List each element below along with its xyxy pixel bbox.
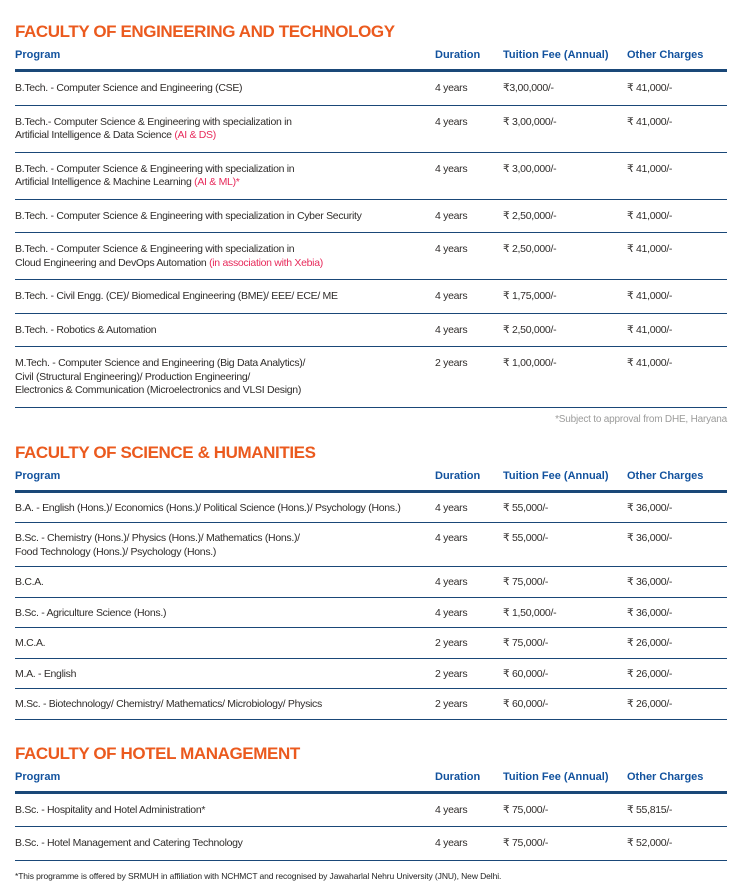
other-charges-cell: ₹ 36,000/- xyxy=(627,576,673,588)
program-cell xyxy=(15,357,435,398)
program-cell xyxy=(15,532,435,559)
tuition-fee-cell: ₹3,00,000/- xyxy=(503,82,554,94)
program-text: Food Technology (Hons.)/ Psychology (Hons.) xyxy=(15,545,217,558)
table-header xyxy=(15,49,727,72)
other-charges-cell: ₹ 26,000/- xyxy=(627,637,673,649)
table-row xyxy=(15,598,727,629)
section-title: FACULTY OF ENGINEERING AND TECHNOLOGY xyxy=(15,22,395,41)
column-header: Program xyxy=(15,469,61,482)
program-cell xyxy=(15,804,435,818)
duration-cell: 4 years xyxy=(435,323,468,336)
table-row xyxy=(15,689,727,720)
column-header: Tuition Fee (Annual) xyxy=(503,770,609,783)
program-cell xyxy=(15,502,435,516)
table-row xyxy=(15,314,727,348)
column-header: Duration xyxy=(435,770,481,783)
program-line xyxy=(15,804,435,818)
program-text: M.A. - English xyxy=(15,667,77,680)
program-text: B.Sc. - Chemistry (Hons.)/ Physics (Hons.)/ Mathematics (Hons.)/ xyxy=(15,532,300,544)
table-row xyxy=(15,347,727,408)
program-cell xyxy=(15,243,435,270)
tuition-fee-cell: ₹ 2,50,000/- xyxy=(503,209,557,222)
table-row xyxy=(15,200,727,234)
other-charges-cell: ₹ 41,000/- xyxy=(627,243,673,255)
table-row xyxy=(15,72,727,106)
fee-table xyxy=(15,771,727,861)
duration-cell: 2 years xyxy=(435,698,468,710)
other-charges-cell: ₹ 41,000/- xyxy=(627,115,673,128)
column-header: Tuition Fee (Annual) xyxy=(503,49,609,61)
program-text: B.Tech. - Robotics & Automation xyxy=(15,323,157,336)
program-line xyxy=(15,384,435,398)
program-cell xyxy=(15,210,435,224)
table-header xyxy=(15,771,727,794)
table-row xyxy=(15,659,727,690)
tuition-fee-cell: ₹ 75,000/- xyxy=(503,837,549,849)
program-line xyxy=(15,163,435,177)
other-charges-cell: ₹ 52,000/- xyxy=(627,837,673,849)
other-charges-cell: ₹ 26,000/- xyxy=(627,667,673,680)
table-row xyxy=(15,106,727,153)
column-header: Duration xyxy=(435,469,481,482)
table-body xyxy=(15,794,727,861)
program-text: B.Sc. - Hospitality and Hotel Administration* xyxy=(15,803,206,816)
section-title: FACULTY OF SCIENCE & HUMANITIES xyxy=(15,442,316,462)
program-line xyxy=(15,129,435,143)
table-row xyxy=(15,523,727,567)
tuition-fee-cell: ₹ 1,50,000/- xyxy=(503,606,557,619)
duration-cell: 4 years xyxy=(435,162,468,175)
duration-cell: 4 years xyxy=(435,115,468,128)
tuition-fee-cell: ₹ 1,75,000/- xyxy=(503,290,557,302)
other-charges-cell: ₹ 36,000/- xyxy=(627,606,673,619)
program-cell xyxy=(15,163,435,190)
duration-cell: 4 years xyxy=(435,501,468,514)
duration-cell: 2 years xyxy=(435,667,468,680)
column-header: Duration xyxy=(435,49,481,61)
faculty-section xyxy=(15,443,727,720)
tuition-fee-cell: ₹ 60,000/- xyxy=(503,667,549,680)
program-note-red: (in association with Xebia) xyxy=(209,256,323,269)
table-row xyxy=(15,794,727,828)
program-text: M.C.A. xyxy=(15,637,46,649)
program-text: Artificial Intelligence & Machine Learning xyxy=(15,176,195,188)
table-row xyxy=(15,153,727,200)
program-text: B.Tech.- Computer Science & Engineering with specialization in xyxy=(15,115,292,128)
program-text: B.Sc. - Agriculture Science (Hons.) xyxy=(15,606,167,619)
program-cell xyxy=(15,837,435,851)
page-footnote: *This programme is offered by SRMUH in affiliation with NCHMCT and recognised by Jawaharlal Nehru University (JNU), New Delhi. xyxy=(15,870,502,881)
other-charges-cell: ₹ 41,000/- xyxy=(627,290,673,302)
program-cell xyxy=(15,116,435,143)
section-title: FACULTY OF HOTEL MANAGEMENT xyxy=(15,743,300,763)
duration-cell: 2 years xyxy=(435,357,468,369)
duration-cell: 4 years xyxy=(435,606,468,619)
program-line xyxy=(15,243,435,257)
tuition-fee-cell: ₹ 75,000/- xyxy=(503,576,549,588)
column-header: Program xyxy=(15,770,61,783)
program-line xyxy=(15,371,435,385)
program-line xyxy=(15,502,435,516)
program-cell xyxy=(15,290,435,304)
tuition-fee-cell: ₹ 2,50,000/- xyxy=(503,243,557,255)
table-row xyxy=(15,827,727,861)
duration-cell: 4 years xyxy=(435,576,468,588)
other-charges-cell: ₹ 36,000/- xyxy=(627,532,673,544)
program-line xyxy=(15,324,435,338)
program-text: Cloud Engineering and DevOps Automation xyxy=(15,256,210,269)
other-charges-cell: ₹ 55,815/- xyxy=(627,803,673,816)
program-text: B.Tech. - Computer Science & Engineering with specialization in xyxy=(15,162,295,175)
table-row xyxy=(15,233,727,280)
section-footnote: *Subject to approval from DHE, Haryana xyxy=(555,413,727,425)
table-row xyxy=(15,493,727,524)
program-text: M.Tech. - Computer Science and Engineering (Big Data Analytics)/ xyxy=(15,357,306,369)
fee-table xyxy=(15,49,727,408)
program-line xyxy=(15,607,435,621)
program-note-red: (AI & DS) xyxy=(174,129,216,141)
program-text: Artificial Intelligence & Data Science xyxy=(15,129,175,141)
column-header: Other Charges xyxy=(627,49,704,61)
other-charges-cell: ₹ 41,000/- xyxy=(627,82,673,94)
program-cell xyxy=(15,668,435,682)
program-text: B.Tech. - Computer Science & Engineering with specialization in xyxy=(15,243,295,255)
tuition-fee-cell: ₹ 1,00,000/- xyxy=(503,357,557,369)
program-cell xyxy=(15,576,435,590)
program-line xyxy=(15,357,435,371)
duration-cell: 4 years xyxy=(435,209,468,222)
program-text: B.Sc. - Hotel Management and Catering Technology xyxy=(15,837,243,849)
program-text: B.Tech. - Computer Science & Engineering with specialization in Cyber Security xyxy=(15,209,362,222)
duration-cell: 4 years xyxy=(435,290,468,302)
sections xyxy=(15,22,727,861)
tuition-fee-cell: ₹ 55,000/- xyxy=(503,501,549,514)
column-header: Other Charges xyxy=(627,469,704,482)
table-row xyxy=(15,567,727,598)
program-text: Electronics & Communication (Microelectronics and VLSI Design) xyxy=(15,384,302,396)
column-header: Other Charges xyxy=(627,770,704,783)
other-charges-cell: ₹ 26,000/- xyxy=(627,698,673,710)
duration-cell: 4 years xyxy=(435,837,468,849)
program-line xyxy=(15,546,435,560)
other-charges-cell: ₹ 41,000/- xyxy=(627,357,673,369)
program-line xyxy=(15,82,435,96)
tuition-fee-cell: ₹ 75,000/- xyxy=(503,803,549,816)
program-line xyxy=(15,668,435,682)
program-cell xyxy=(15,637,435,651)
table-row xyxy=(15,280,727,314)
program-text: Civil (Structural Engineering)/ Production Engineering/ xyxy=(15,370,251,383)
column-header: Tuition Fee (Annual) xyxy=(503,469,609,482)
program-cell xyxy=(15,698,435,712)
column-header: Program xyxy=(15,49,61,61)
other-charges-cell: ₹ 36,000/- xyxy=(627,501,673,514)
tuition-fee-cell: ₹ 55,000/- xyxy=(503,532,549,544)
table-body xyxy=(15,72,727,408)
program-line xyxy=(15,698,435,712)
duration-cell: 4 years xyxy=(435,532,468,544)
program-text: M.Sc. - Biotechnology/ Chemistry/ Mathematics/ Microbiology/ Physics xyxy=(15,698,322,710)
duration-cell: 4 years xyxy=(435,803,468,816)
other-charges-cell: ₹ 41,000/- xyxy=(627,323,673,336)
faculty-section xyxy=(15,22,727,425)
program-note-red: (AI & ML)* xyxy=(194,176,240,188)
program-line xyxy=(15,637,435,651)
tuition-fee-cell: ₹ 3,00,000/- xyxy=(503,115,557,128)
program-line xyxy=(15,176,435,190)
duration-cell: 4 years xyxy=(435,82,468,94)
program-line xyxy=(15,210,435,224)
program-line xyxy=(15,576,435,590)
other-charges-cell: ₹ 41,000/- xyxy=(627,209,673,222)
program-cell xyxy=(15,82,435,96)
fee-table xyxy=(15,470,727,720)
tuition-fee-cell: ₹ 3,00,000/- xyxy=(503,162,557,175)
program-text: B.A. - English (Hons.)/ Economics (Hons.)/ Political Science (Hons.)/ Psychology (Hons.) xyxy=(15,501,401,514)
faculty-section xyxy=(15,744,727,861)
program-line xyxy=(15,837,435,851)
program-cell xyxy=(15,324,435,338)
tuition-fee-cell: ₹ 60,000/- xyxy=(503,698,549,710)
duration-cell: 4 years xyxy=(435,243,468,255)
program-line xyxy=(15,532,435,546)
program-cell xyxy=(15,607,435,621)
table-body xyxy=(15,493,727,720)
table-header xyxy=(15,470,727,493)
program-text: B.Tech. - Computer Science and Engineering (CSE) xyxy=(15,82,243,94)
program-line xyxy=(15,116,435,130)
duration-cell: 2 years xyxy=(435,637,468,649)
program-line xyxy=(15,257,435,271)
tuition-fee-cell: ₹ 75,000/- xyxy=(503,637,549,649)
other-charges-cell: ₹ 41,000/- xyxy=(627,162,673,175)
table-row xyxy=(15,628,727,659)
program-text: B.C.A. xyxy=(15,576,44,588)
program-line xyxy=(15,290,435,304)
tuition-fee-cell: ₹ 2,50,000/- xyxy=(503,323,557,336)
program-text: B.Tech. - Civil Engg. (CE)/ Biomedical Engineering (BME)/ EEE/ ECE/ ME xyxy=(15,290,338,302)
